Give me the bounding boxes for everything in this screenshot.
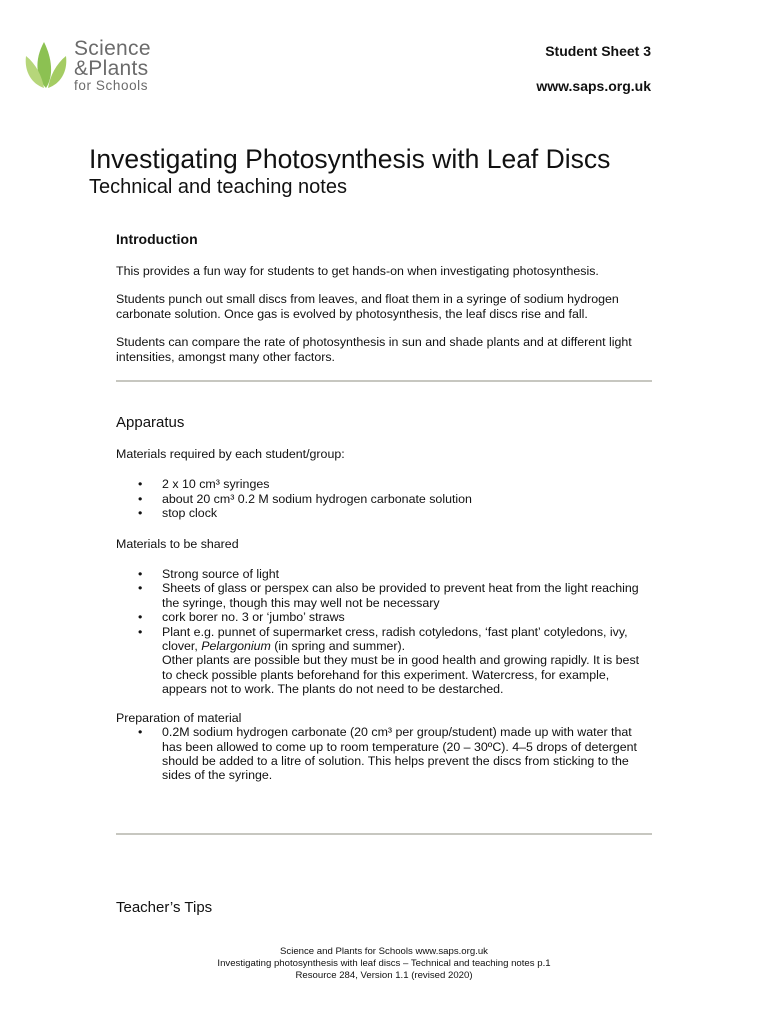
- footer-line-1: Science and Plants for Schools www.saps.org.uk: [280, 946, 488, 957]
- page-subtitle: Technical and teaching notes: [89, 176, 347, 198]
- section-divider: [116, 833, 652, 835]
- list-item: • 2 x 10 cm³ syringes: [116, 477, 652, 491]
- footer-line-2: Investigating photosynthesis with leaf discs – Technical and teaching notes p.1: [217, 958, 551, 969]
- plant-italic: Pelargonium: [201, 639, 271, 654]
- materials-each-label: Materials required by each student/group:: [116, 447, 345, 461]
- plant-note: Other plants are possible but they must be in good health and growing rapidly. It is best to check possible plants beforehand for this experiment. Watercress, for example, appears not to work. The plants do not need to be destarched.: [162, 653, 640, 697]
- logo-line-3: for Schools: [74, 78, 149, 93]
- list-item: • Strong source of light: [116, 567, 652, 581]
- introduction-section: [116, 264, 652, 364]
- intro-paragraph: This provides a fun way for students to get hands-on when investigating photosynthesis.: [116, 264, 599, 278]
- logo-wordmark: [74, 38, 151, 93]
- plant-text: Plant e.g. punnet of supermarket cress, radish cotyledons, ‘fast plant’ cotyledons, ivy, clover,: [162, 624, 628, 654]
- leaf-logo-icon: [22, 38, 70, 90]
- page-title: Investigating Photosynthesis with Leaf Discs: [89, 144, 611, 174]
- list-item: • cork borer no. 3 or ‘jumbo’ straws: [116, 610, 652, 624]
- list-item: • Sheets of glass or perspex can also be provided to prevent heat from the light reaching the syringe, though this may well not be necessary: [116, 581, 652, 610]
- materials-shared-list: [116, 567, 652, 697]
- page-footer: [0, 946, 768, 982]
- website-link[interactable]: www.saps.org.uk: [536, 78, 651, 94]
- list-item-plants: [116, 625, 652, 697]
- student-sheet-label: Student Sheet 3: [545, 43, 651, 59]
- logo-line-1: Science: [74, 37, 151, 60]
- list-item: • stop clock: [116, 506, 652, 520]
- saps-logo: [22, 38, 151, 93]
- materials-shared-label: Materials to be shared: [116, 536, 239, 551]
- intro-paragraph: Students punch out small discs from leaves, and float them in a syringe of sodium hydrogen carbonate solution. Once gas is evolved by photosynthesis, the leaf discs rise and fall.: [116, 292, 619, 321]
- preparation-list: [116, 725, 652, 783]
- list-item: • 0.2M sodium hydrogen carbonate (20 cm³ per group/student) made up with water that has been allowed to come up to room temperature (20 – 30ºC). 4–5 drops of detergent should be added to a litre of solution. This helps prevent the discs from sticking to the sides of the syringe.: [116, 725, 652, 783]
- intro-paragraph: Students can compare the rate of photosynthesis in sun and shade plants and at different light intensities, amongst many other factors.: [116, 335, 632, 364]
- list-item: • about 20 cm³ 0.2 M sodium hydrogen carbonate solution: [116, 492, 652, 506]
- apparatus-heading: Apparatus: [116, 414, 185, 431]
- plant-text-end: (in spring and summer).: [270, 639, 406, 654]
- footer-line-3: Resource 284, Version 1.1 (revised 2020): [295, 970, 473, 981]
- apparatus-section: [116, 447, 652, 783]
- introduction-heading: Introduction: [116, 231, 198, 247]
- section-divider: [116, 380, 652, 382]
- teachers-tips-heading: Teacher’s Tips: [116, 899, 213, 916]
- preparation-label: Preparation of material: [116, 710, 242, 725]
- materials-each-list: [116, 477, 652, 520]
- logo-line-2: &Plants: [74, 57, 149, 80]
